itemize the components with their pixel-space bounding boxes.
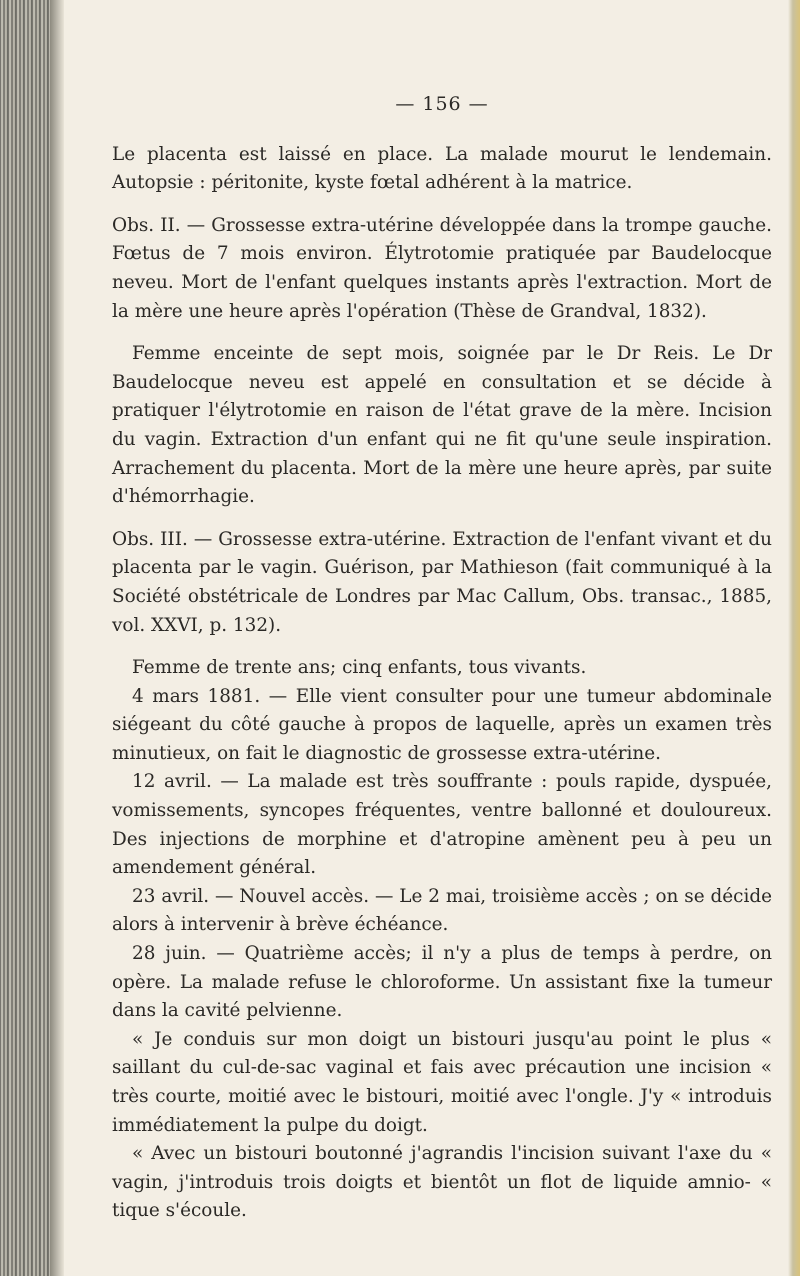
paragraph: Femme de trente ans; cinq enfants, tous vivants. xyxy=(132,657,587,679)
paragraph: 28 juin. — Quatrième accès; il n'y a plus de temps à perdre, on opère. La malade refuse le chloroforme. Un assistant fixe la tumeur dans la cavité pelvienne. xyxy=(112,943,772,1022)
paragraph: 4 mars 1881. — Elle vient consulter pour une tumeur abdominale siégeant du côté gauche à propos de laquelle, après un examen très minutieux, on fait le diagnostic de grossesse extra-utérine. xyxy=(112,685,772,764)
page-number: — 156 — xyxy=(395,93,489,115)
paragraph: Le placenta est laissé en place. La malade mourut le lendemain. Autopsie : péritonite, kyste fœtal adhérent à la matrice. xyxy=(112,143,772,194)
page-edge xyxy=(788,0,800,1276)
paragraph: 23 avril. — Nouvel accès. — Le 2 mai, troisième accès ; on se décide alors à intervenir à brève échéance. xyxy=(112,885,772,936)
book-binding xyxy=(0,0,50,1276)
quote-paragraph: « Avec un bistouri boutonné j'agrandis l'incision suivant l'axe du « vagin, j'introduis trois doigts et bientôt un flot de liquide amnio- « tique s'écoule. xyxy=(112,1143,772,1222)
binding-shadow xyxy=(50,0,64,1276)
paragraph: Obs. II. — Grossesse extra-utérine développée dans la trompe gauche. Fœtus de 7 mois environ. Élytrotomie pratiquée par Baudelocque neveu. Mort de l'enfant quelques instants après l'extraction. Mort de la mère une heure après l'opération (Thèse de Grandval, 1832). xyxy=(112,214,772,322)
paragraph: 12 avril. — La malade est très souffrante : pouls rapide, dyspuée, vomissements, syncopes fréquentes, ventre ballonné et douloureux. Des injections de morphine et d'atropine amènent peu à peu un amendement général. xyxy=(112,771,772,879)
paragraph: Obs. III. — Grossesse extra-utérine. Extraction de l'enfant vivant et du placenta par le vagin. Guérison, par Mathieson (fait communiqué à la Société obstétricale de Londres par Mac Callum, Obs. transac., 1885, vol. XXVI, p. 132). xyxy=(112,528,772,636)
quote-paragraph: « Je conduis sur mon doigt un bistouri jusqu'au point le plus « saillant du cul-de-sac vaginal et fais avec précaution une incision « très courte, moitié avec le bistouri, moitié avec l'ongle. J'y « introduis immédiatement la pulpe du doigt. xyxy=(112,1028,772,1136)
page-text xyxy=(112,90,772,1226)
paragraph: Femme enceinte de sept mois, soignée par le Dr Reis. Le Dr Baudelocque neveu est appelé en consultation et se décide à pratiquer l'élytrotomie en raison de l'état grave de la mère. Incision du vagin. Extraction d'un enfant qui ne fit qu'une seule inspiration. Arrachement du placenta. Mort de la mère une heure après, par suite d'hémorrhagie. xyxy=(112,343,772,508)
